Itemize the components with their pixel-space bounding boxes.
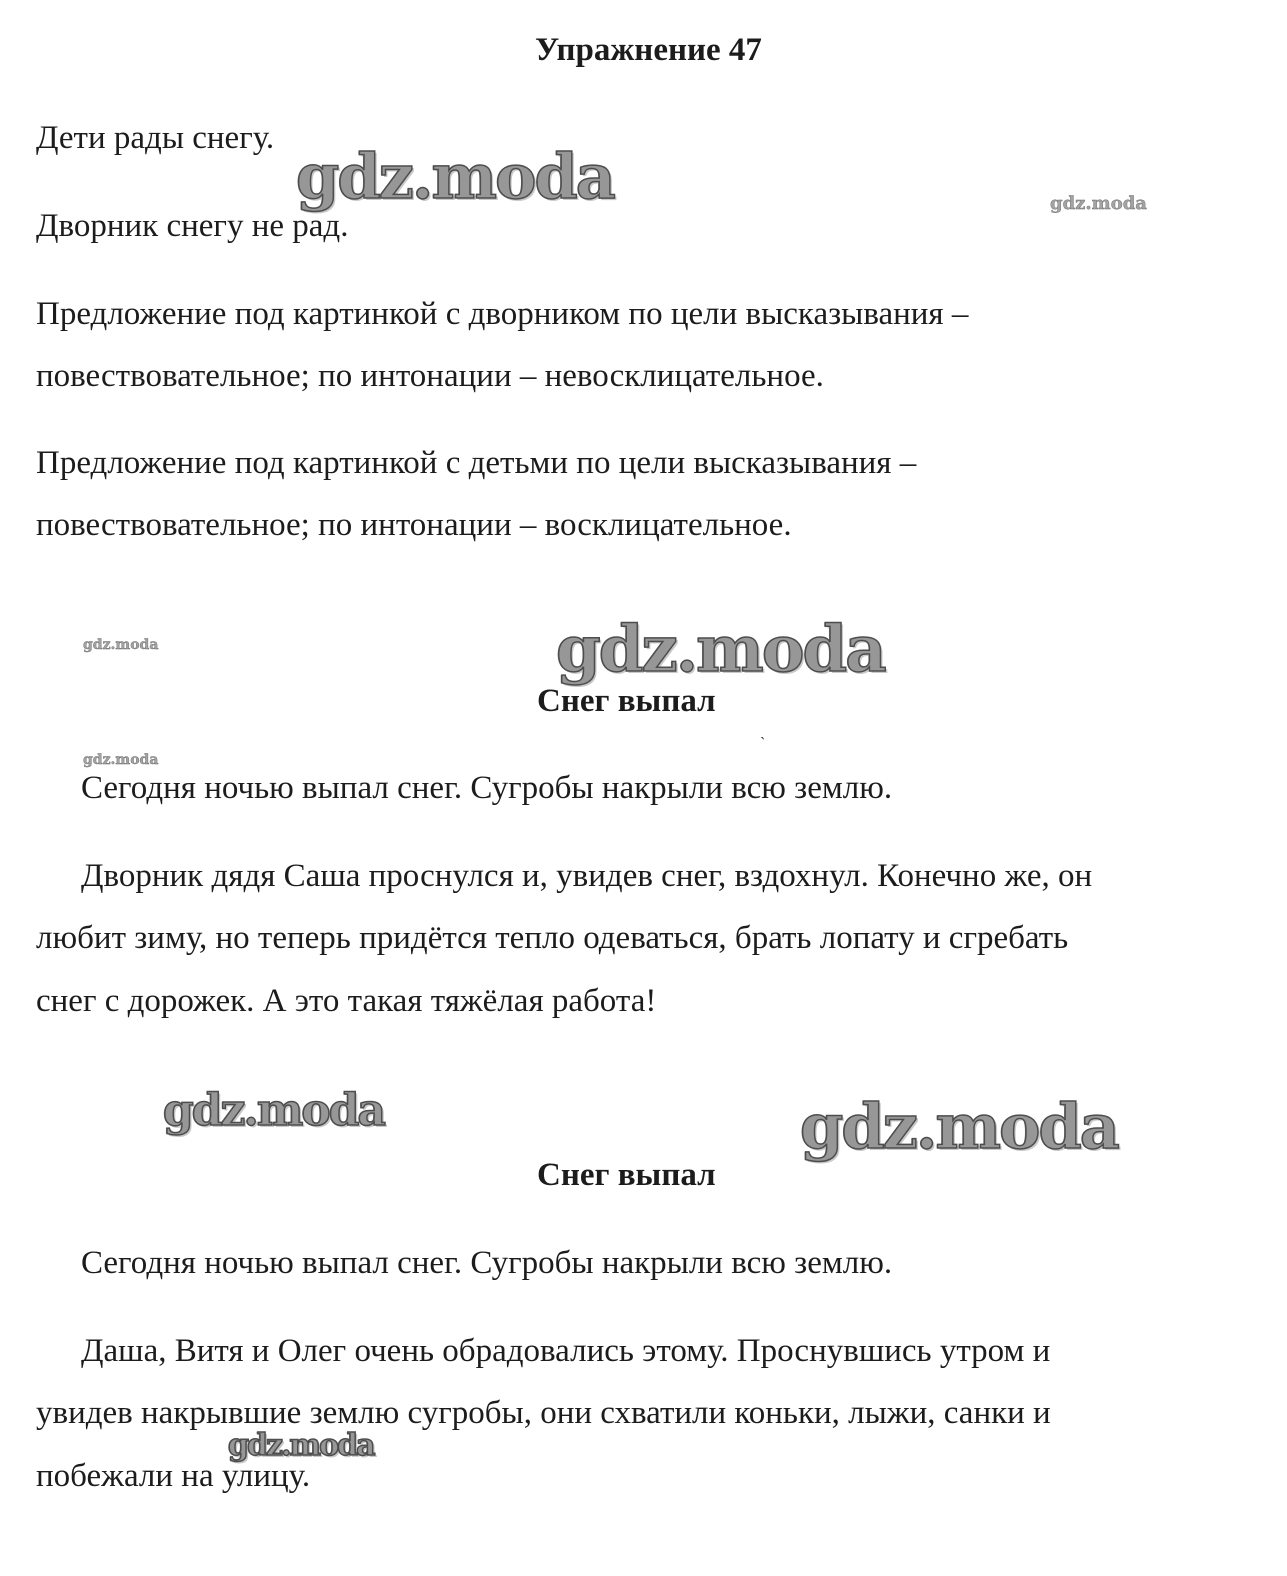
story-2-line-1: Сегодня ночью выпал снег. Сугробы накрыли всю землю. [81,1245,893,1281]
caption-children: Дети рады снегу. [36,120,275,156]
story-1-title: Снег выпал [537,683,716,719]
watermark-logo: gdz.moda [800,1090,1118,1163]
analysis-janitor-line-1: Предложение под картинкой с дворником по цели высказывания – [36,296,969,332]
watermark-logo: gdz.moda [1050,193,1147,214]
watermark-logo: gdz.moda [163,1085,385,1136]
story-1-line-4: снег с дорожек. А это такая тяжёлая работа! [36,983,657,1019]
watermark-logo: gdz.moda [296,140,614,213]
analysis-children-line-2: повествовательное; по интонации – восклицательное. [36,507,792,543]
story-1-line-1: Сегодня ночью выпал снег. Сугробы накрыли всю землю. [81,770,893,806]
story-1-line-2: Дворник дядя Саша проснулся и, увидев снег, вздохнул. Конечно же, он [81,858,1093,894]
stray-mark: ` [760,735,766,752]
story-2-line-3: увидев накрывшие землю сугробы, они схватили коньки, лыжи, санки и [36,1395,1051,1431]
watermark-logo: gdz.moda [83,752,159,768]
analysis-janitor-line-2: повествовательное; по интонации – невосклицательное. [36,358,824,394]
watermark-logo: gdz.moda [228,1428,374,1463]
exercise-title: Упражнение 47 [535,32,762,68]
caption-janitor: Дворник снегу не рад. [36,208,349,244]
story-2-title: Снег выпал [537,1157,716,1193]
story-2-line-2: Даша, Витя и Олег очень обрадовались этому. Проснувшись утром и [81,1333,1051,1369]
analysis-children-line-1: Предложение под картинкой с детьми по цели высказывания – [36,445,917,481]
watermark-logo: gdz.moda [83,637,159,653]
story-2-line-4: побежали на улицу. [36,1458,311,1494]
watermark-logo: gdz.moda [556,612,885,687]
story-1-line-3: любит зиму, но теперь придётся тепло одеваться, брать лопату и сгребать [36,920,1069,956]
